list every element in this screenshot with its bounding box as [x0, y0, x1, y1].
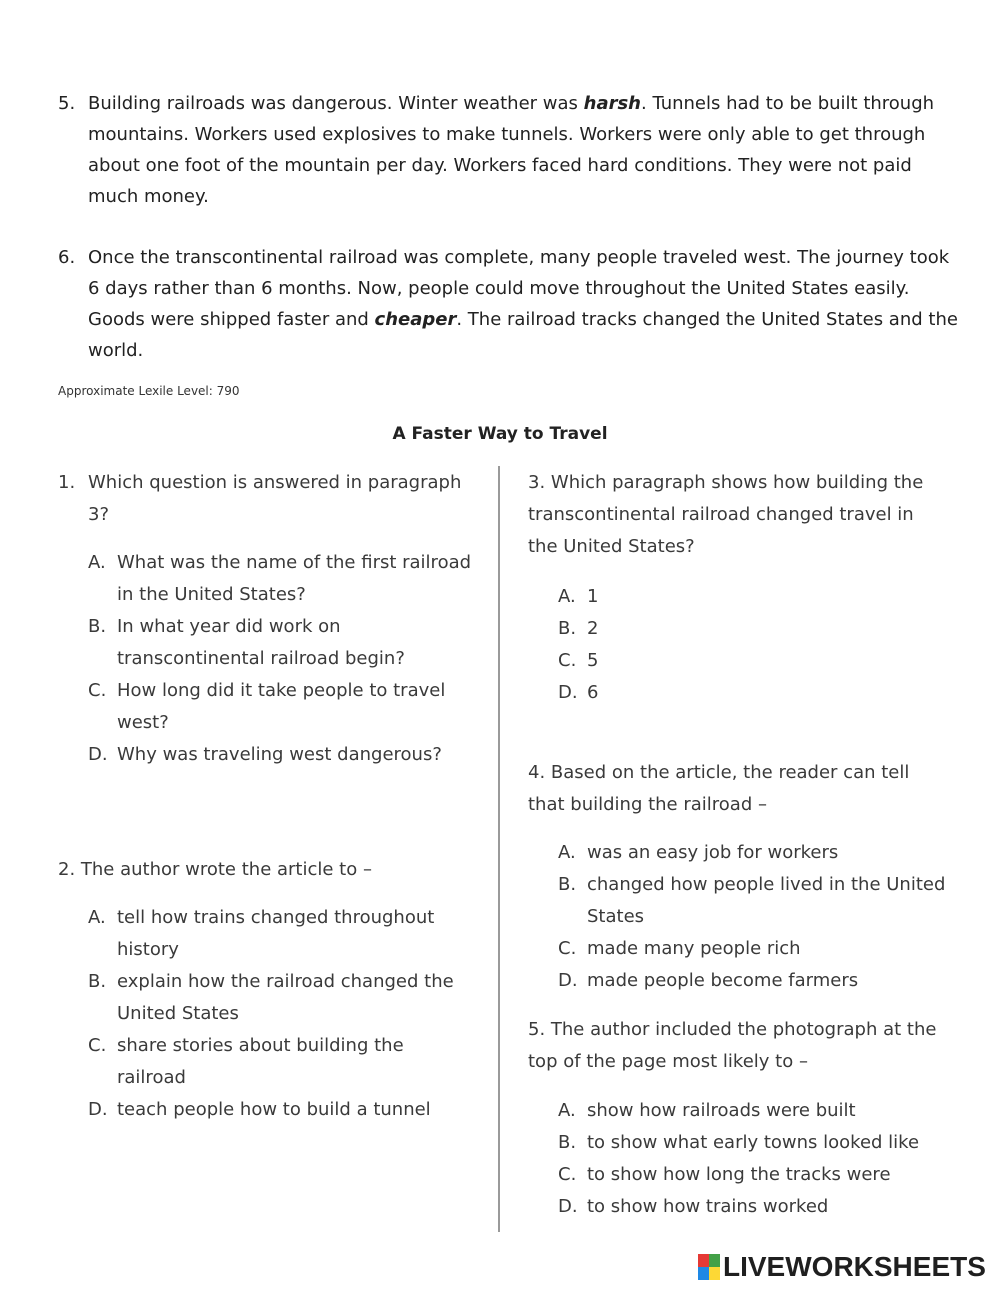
answer-option-d[interactable] — [558, 677, 938, 709]
paragraph-number: 5. — [58, 93, 76, 114]
option-text: made people become farmers — [587, 970, 859, 991]
answer-option-a[interactable] — [88, 902, 478, 966]
answer-option-b[interactable] — [88, 611, 478, 675]
option-text: share stories about building the railroad — [117, 1035, 404, 1088]
answer-options — [558, 581, 938, 709]
question-4 — [528, 757, 948, 997]
paragraph-text — [88, 242, 958, 366]
option-letter: A. — [88, 552, 106, 573]
option-letter: D. — [88, 744, 108, 765]
logo-square-blue — [698, 1267, 709, 1280]
option-text: tell how trains changed throughout history — [117, 907, 435, 960]
answer-option-a[interactable] — [558, 581, 938, 613]
question-stem: 4. Based on the article, the reader can tell that building the railroad – — [528, 762, 910, 815]
option-letter: B. — [88, 616, 107, 637]
vocab-word-harsh: harsh — [583, 93, 641, 114]
option-text: made many people rich — [587, 938, 801, 959]
option-letter: C. — [558, 1164, 577, 1185]
answer-option-d[interactable] — [558, 965, 948, 997]
option-text: explain how the railroad changed the United States — [117, 971, 454, 1024]
question-stem: 3. Which paragraph shows how building the transcontinental railroad changed travel in the United States? — [528, 472, 924, 557]
answer-option-a[interactable] — [88, 547, 478, 611]
question-1 — [58, 467, 478, 771]
question-text: Which question is answered in paragraph 3? — [88, 472, 462, 525]
paragraph-text-end: . The railroad tracks changed the United States and the world. — [88, 309, 958, 361]
answer-option-d[interactable] — [88, 739, 478, 771]
answer-option-c[interactable] — [558, 1159, 948, 1191]
option-text: 2 — [587, 618, 599, 639]
answer-option-b[interactable] — [558, 869, 948, 933]
option-text: show how railroads were built — [587, 1100, 856, 1121]
worksheet-title: A Faster Way to Travel — [392, 424, 608, 444]
option-letter: B. — [558, 618, 577, 639]
question-5 — [528, 1014, 948, 1223]
logo-square-green — [709, 1254, 720, 1267]
paragraph-5 — [58, 88, 958, 212]
option-text: 1 — [587, 586, 599, 607]
question-stem: 2. The author wrote the article to – — [58, 859, 372, 880]
question-stem — [58, 467, 478, 531]
option-text: How long did it take people to travel west? — [117, 680, 446, 733]
option-text: to show what early towns looked like — [587, 1132, 920, 1153]
paragraph-text — [88, 88, 958, 212]
answer-option-b[interactable] — [558, 613, 938, 645]
option-letter: D. — [558, 682, 578, 703]
question-2 — [58, 854, 478, 1126]
logo-text: LIVEWORKSHEETS — [723, 1251, 986, 1282]
option-letter: A. — [558, 1100, 576, 1121]
option-text: Why was traveling west dangerous? — [117, 744, 442, 765]
paragraph-text-start: Building railroads was dangerous. Winter weather was — [88, 93, 584, 114]
option-letter: C. — [558, 938, 577, 959]
option-letter: C. — [88, 1035, 107, 1056]
answer-option-c[interactable] — [558, 933, 948, 965]
option-letter: B. — [558, 1132, 577, 1153]
option-text: 5 — [587, 650, 599, 671]
option-text: What was the name of the first railroad in the United States? — [117, 552, 472, 605]
answer-option-b[interactable] — [88, 966, 478, 1030]
question-3 — [528, 467, 938, 709]
option-letter: C. — [558, 650, 577, 671]
answer-option-d[interactable] — [88, 1094, 478, 1126]
option-letter: B. — [558, 874, 577, 895]
option-text: 6 — [587, 682, 599, 703]
option-letter: A. — [88, 907, 106, 928]
option-text: In what year did work on transcontinental railroad begin? — [117, 616, 405, 669]
option-text: was an easy job for workers — [587, 842, 839, 863]
option-letter: D. — [88, 1099, 108, 1120]
answer-option-c[interactable] — [88, 675, 478, 739]
answer-option-a[interactable] — [558, 1095, 948, 1127]
paragraph-text-end: . Tunnels had to be built through mountains. Workers used explosives to make tunnels. Workers were only able to get through about one foot of the mountain per day. Workers faced hard conditions. They were not paid much money. — [88, 93, 935, 207]
answer-option-b[interactable] — [558, 1127, 948, 1159]
logo-mark-icon — [698, 1254, 720, 1280]
question-stem: 5. The author included the photograph at the top of the page most likely to – — [528, 1019, 937, 1072]
logo-square-yellow — [709, 1267, 720, 1280]
option-letter: A. — [558, 586, 576, 607]
answer-options — [88, 547, 478, 771]
answer-option-d[interactable] — [558, 1191, 948, 1223]
option-text: changed how people lived in the United States — [587, 874, 946, 927]
option-text: teach people how to build a tunnel — [117, 1099, 431, 1120]
column-divider — [498, 466, 500, 1232]
liveworksheets-logo[interactable] — [698, 1250, 986, 1284]
paragraph-6 — [58, 242, 958, 366]
option-text: to show how long the tracks were — [587, 1164, 891, 1185]
answer-options — [558, 1095, 948, 1223]
question-number: 1. — [58, 472, 76, 493]
answer-option-a[interactable] — [558, 837, 948, 869]
option-letter: D. — [558, 970, 578, 991]
answer-option-c[interactable] — [558, 645, 938, 677]
logo-square-red — [698, 1254, 709, 1267]
vocab-word-cheaper: cheaper — [374, 309, 457, 330]
option-letter: D. — [558, 1196, 578, 1217]
paragraph-number: 6. — [58, 247, 76, 268]
answer-options — [558, 837, 948, 997]
option-text: to show how trains worked — [587, 1196, 829, 1217]
option-letter: A. — [558, 842, 576, 863]
option-letter: B. — [88, 971, 107, 992]
answer-options — [88, 902, 478, 1126]
paragraph-text-start: Once the transcontinental railroad was complete, many people traveled west. The journey took 6 days rather than 6 months. Now, people could move throughout the United States easily. Goods were shipped faster and — [88, 247, 950, 330]
option-letter: C. — [88, 680, 107, 701]
answer-option-c[interactable] — [88, 1030, 478, 1094]
lexile-level: Approximate Lexile Level: 790 — [58, 384, 240, 398]
